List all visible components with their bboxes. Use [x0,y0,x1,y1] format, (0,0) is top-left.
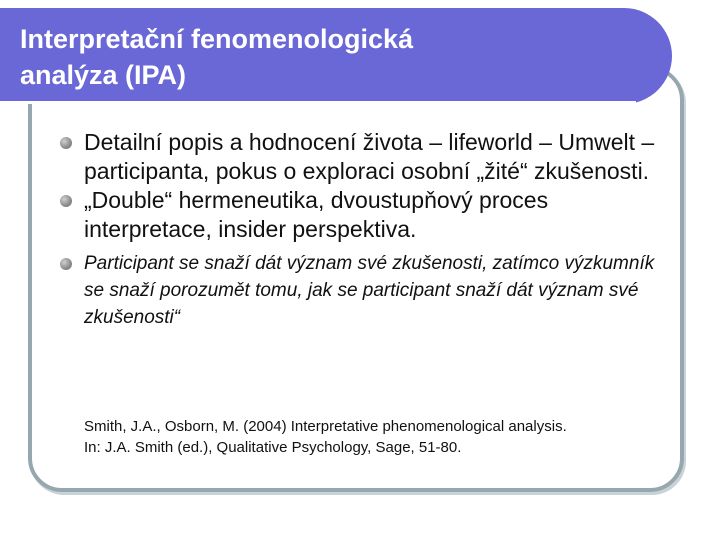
bullet-dot-icon [60,137,72,149]
title-bar [0,8,672,104]
title-line-2: analýza (IPA) [20,60,187,90]
bullet-list [60,128,670,331]
bullet-item-2 [60,186,670,244]
bullet-dot-icon [60,258,72,270]
bullet-text-1: Detailní popis a hodnocení života – lifeworld – Umwelt – participanta, pokus o exploraci osobní „žité“ zkušenosti. [84,129,655,184]
reference-line-1: Smith, J.A., Osborn, M. (2004) Interpretative phenomenological analysis. [84,418,567,435]
bullet-text-2: „Double“ hermeneutika, dvoustupňový proces interpretace, insider perspektiva. [84,187,549,242]
bullet-dot-icon [60,195,72,207]
title-line-1: Interpretační fenomenologická [20,24,414,54]
slide-title [20,21,413,93]
bullet-text-3: Participant se snaží dát význam své zkušenosti, zatímco výzkumník se snaží porozumět tomu, jak se participant snaží dát význam své zkušenosti“ [84,253,655,328]
title-underline [0,101,636,104]
reference-line-2: In: J.A. Smith (ed.), Qualitative Psychology, Sage, 51-80. [84,439,462,456]
bullet-item-1 [60,128,670,186]
reference [84,416,567,458]
bullet-item-3 [60,250,670,331]
